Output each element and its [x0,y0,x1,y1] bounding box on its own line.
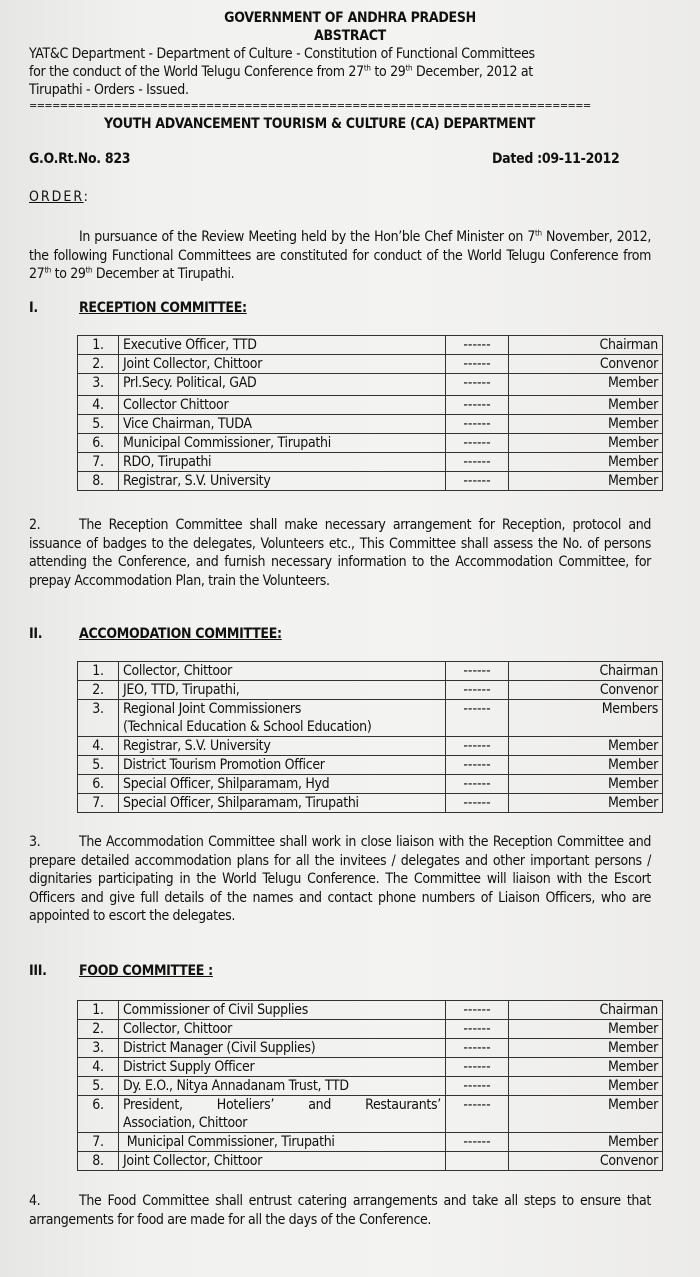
row-number: 5. [78,756,119,775]
member-role: Member [509,374,663,396]
dash-separator: ------ [446,1133,509,1152]
table-row [78,1133,663,1152]
section-numeral: III. [29,963,47,979]
para-text: The Food Committee shall entrust catering arrangements and take all steps to ensure that arrangements for food are made for all the days of the Conference. [29,1193,651,1228]
row-number: 1. [78,336,119,355]
member-name: Commissioner of Civil Supplies [119,1001,446,1020]
dash-separator: ------ [446,1001,509,1020]
member-name: District Tourism Promotion Officer [119,756,446,775]
table-row [78,700,663,737]
member-role: Member [509,434,663,453]
member-name: Collector, Chittoor [119,662,446,681]
row-number: 5. [78,1077,119,1096]
dash-separator: ------ [446,396,509,415]
dash-separator: ------ [446,775,509,794]
para-text: December at Tirupathi. [92,266,235,282]
table-row [78,472,663,491]
member-role: Member [509,453,663,472]
section-heading-food [29,963,213,979]
table-row [78,662,663,681]
dash-separator: ------ [446,756,509,775]
row-number: 4. [78,396,119,415]
abstract-heading: ABSTRACT [314,28,386,44]
member-name: Municipal Commissioner, Tirupathi [119,1133,446,1152]
superscript: th [85,265,93,275]
member-name: Joint Collector, Chittoor [119,1152,446,1171]
member-name: Registrar, S.V. University [119,472,446,491]
section-numeral: II. [29,626,43,642]
member-name: JEO, TTD, Tirupathi, [119,681,446,700]
paragraph-2 [29,516,651,590]
member-role: Member [509,1020,663,1039]
member-role: Member [509,1039,663,1058]
paragraph-3 [29,833,651,926]
row-number: 7. [78,453,119,472]
row-number: 4. [78,1058,119,1077]
row-number: 6. [78,775,119,794]
row-number: 7. [78,794,119,813]
dash-separator: ------ [446,415,509,434]
food-committee-table [77,1000,663,1171]
member-name: Vice Chairman, TUDA [119,415,446,434]
table-row [78,794,663,813]
member-name: Registrar, S.V. University [119,737,446,756]
dash-separator: ------ [446,662,509,681]
member-role: Convenor [509,355,663,374]
member-name: Municipal Commissioner, Tirupathi [119,434,446,453]
member-name: Special Officer, Shilparamam, Hyd [119,775,446,794]
row-number: 2. [78,1020,119,1039]
row-number: 6. [78,1096,119,1133]
member-role: Member [509,415,663,434]
member-role: Convenor [509,1152,663,1171]
table-row [78,396,663,415]
table-row [78,355,663,374]
row-number: 8. [78,1152,119,1171]
go-number: G.O.Rt.No. 823 [29,151,131,167]
dated: Dated :09-11-2012 [492,151,620,167]
separator-rule: ========================================================================= [29,100,591,112]
member-name: Prl.Secy. Political, GAD [119,374,446,396]
table-row [78,453,663,472]
superscript: th [535,228,542,238]
table-row [78,1001,663,1020]
table-row [78,434,663,453]
member-name: Executive Officer, TTD [119,336,446,355]
paragraph-number: 4. [29,1193,41,1209]
table-row [78,737,663,756]
member-role: Convenor [509,681,663,700]
dash-separator: ------ [446,1077,509,1096]
subject-line-3: Tirupathi - Orders - Issued. [29,82,189,98]
subject-text: for the conduct of the World Telugu Conference from 27 [29,64,364,80]
table-row [78,336,663,355]
dash-separator: ------ [446,374,509,396]
member-name [119,1096,446,1133]
member-role: Chairman [509,662,663,681]
para-text: The Reception Committee shall make necessary arrangement for Reception, protocol and issuance of badges to the delegates, Volunteers etc., This Committee shall assess the No. of persons attending the Conference, and furnish necessary information to the Accommodation Committee, for prepay Accommodation Plan, train the Volunteers. [29,517,651,589]
member-name: Joint Collector, Chittoor [119,355,446,374]
row-number: 2. [78,681,119,700]
row-number: 1. [78,662,119,681]
row-number: 3. [78,700,119,737]
member-name: RDO, Tirupathi [119,453,446,472]
table-row [78,1058,663,1077]
dash-separator: ------ [446,1020,509,1039]
member-name [119,700,446,737]
member-name: District Supply Officer [119,1058,446,1077]
member-name-line-1: Regional Joint Commissioners [123,701,302,717]
para-text: In pursuance of the Review Meeting held by the Hon’ble Chef Minister on 7 [79,229,536,245]
row-number: 4. [78,737,119,756]
member-role: Member [509,775,663,794]
dash-separator: ------ [446,1058,509,1077]
dash-separator: ------ [446,453,509,472]
row-number: 2. [78,355,119,374]
member-role: Member [509,1133,663,1152]
department-heading: YOUTH ADVANCEMENT TOURISM & CULTURE (CA) DEPARTMENT [104,116,536,132]
member-role: Chairman [509,1001,663,1020]
member-role: Member [509,756,663,775]
subject-line-1: YAT&C Department - Department of Culture - Constitution of Functional Committees [29,46,535,62]
dash-separator: ------ [446,336,509,355]
table-row [78,415,663,434]
table-row [78,1020,663,1039]
table-row [78,775,663,794]
member-name: Collector Chittoor [119,396,446,415]
accommodation-committee-table [77,661,663,813]
dash-separator: ------ [446,737,509,756]
order-label [29,188,90,206]
member-name: Special Officer, Shilparamam, Tirupathi [119,794,446,813]
row-number: 3. [78,374,119,396]
member-role: Chairman [509,336,663,355]
member-role: Member [509,1058,663,1077]
subject-text: December, 2012 at [412,64,533,80]
member-name-line-2: (Technical Education & School Education) [123,719,372,735]
table-row [78,1039,663,1058]
superscript: th [44,265,52,275]
row-number: 1. [78,1001,119,1020]
paragraph-number: 3. [29,834,41,850]
dash-separator: ------ [446,1096,509,1133]
member-role: Member [509,794,663,813]
dash-separator: ------ [446,355,509,374]
order-colon: : [83,189,90,205]
row-number: 7. [78,1133,119,1152]
member-role: Member [509,1077,663,1096]
table-row [78,1152,663,1171]
para-text: to 29 [51,266,86,282]
row-number: 6. [78,434,119,453]
member-name: Collector, Chittoor [119,1020,446,1039]
dash-separator: ------ [446,794,509,813]
member-role: Member [509,1096,663,1133]
section-title: ACCOMODATION COMMITTEE: [79,626,282,642]
table-row [78,756,663,775]
dash-separator: ------ [446,434,509,453]
member-name: Dy. E.O., Nitya Annadanam Trust, TTD [119,1077,446,1096]
order-label-text: ORDER [29,189,84,205]
row-number: 3. [78,1039,119,1058]
subject-line-2 [29,63,669,81]
section-heading-accommodation [29,626,282,642]
para-text: The Accommodation Committee shall work in close liaison with the Reception Committee and prepare detailed accommodation plans for all the invitees / delegates and other important persons / dignitaries participating in the World Telugu Conference. The Committee will liaison with the Escort Officers and give full details of the names and contact phone numbers of Liaison Officers, who are appointed to escort the delegates. [29,834,651,924]
member-name-line-1: President, Hoteliers’ and Restaurants’ [123,1097,441,1113]
dash-separator: ------ [446,472,509,491]
subject-text: to 29 [370,64,406,80]
section-title: RECEPTION COMMITTEE: [79,300,247,316]
section-heading-reception [29,300,247,316]
member-role: Member [509,737,663,756]
dash-separator: ------ [446,681,509,700]
row-number: 5. [78,415,119,434]
table-row [78,1077,663,1096]
dash-separator [446,1152,509,1171]
row-number: 8. [78,472,119,491]
superscript: th [363,63,371,73]
dash-separator: ------ [446,1039,509,1058]
table-row [78,681,663,700]
section-numeral: I. [29,300,38,316]
table-row [78,374,663,396]
member-name-line-2: Association, Chittoor [123,1115,248,1131]
dash-separator: ------ [446,700,509,737]
member-name: District Manager (Civil Supplies) [119,1039,446,1058]
para-text: November, 2012, the following Functional Committees are constituted for conduct of the World Telugu Conference from 27 [29,229,651,282]
order-intro-paragraph [29,228,651,284]
reception-committee-table [77,335,663,491]
paragraph-4 [29,1192,651,1229]
member-role: Member [509,472,663,491]
superscript: th [405,63,413,73]
member-role: Members [509,700,663,737]
government-heading: GOVERNMENT OF ANDHRA PRADESH [224,10,476,26]
paragraph-number: 2. [29,517,41,533]
section-title: FOOD COMMITTEE : [79,963,213,979]
table-row [78,1096,663,1133]
member-role: Member [509,396,663,415]
